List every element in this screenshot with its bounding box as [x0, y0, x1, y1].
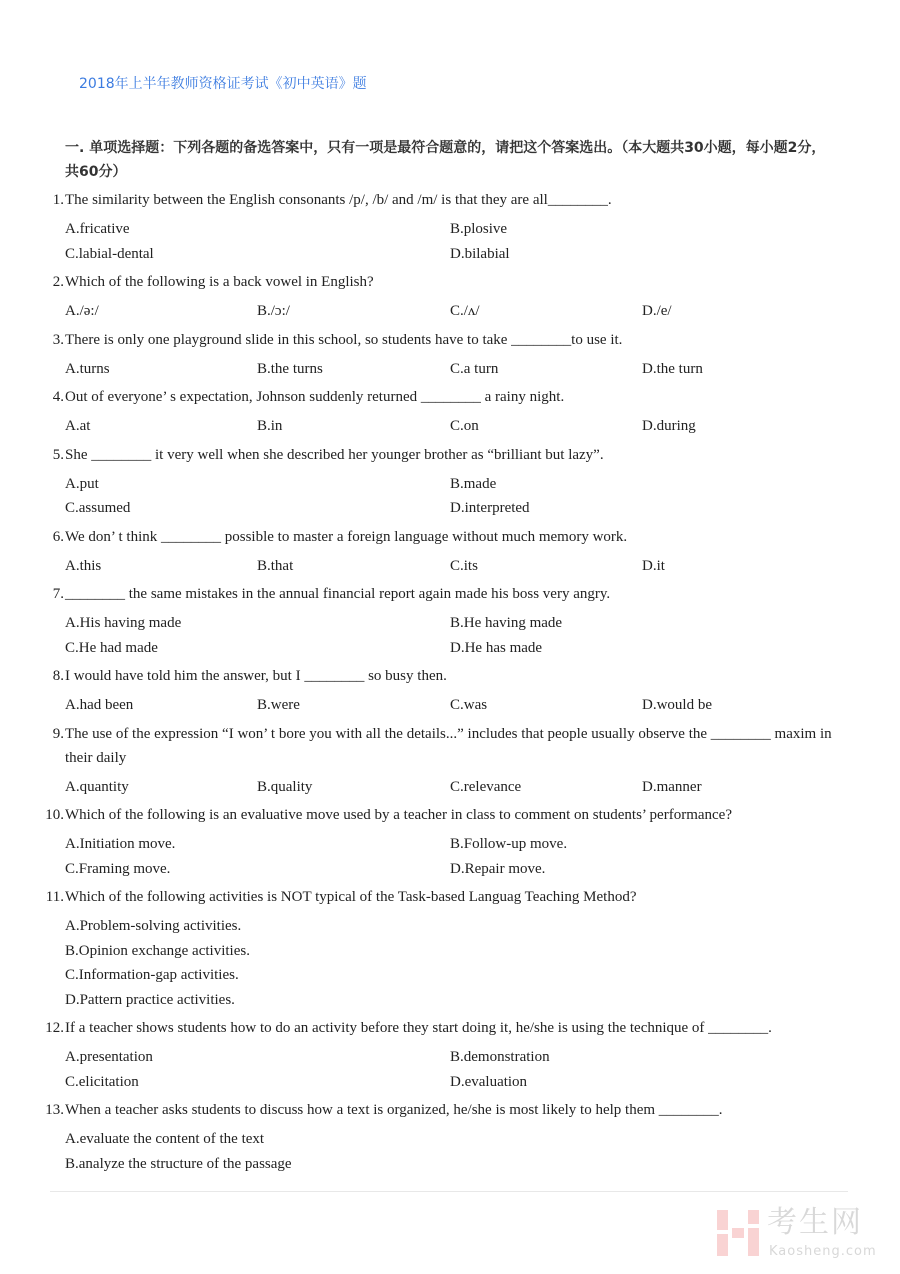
answer-option[interactable]: A.turns	[65, 360, 110, 377]
options-8	[0, 693, 900, 722]
answer-option[interactable]: D.He has made	[450, 639, 543, 656]
question-number: 5.	[52, 446, 64, 463]
answer-option[interactable]: B.Opinion exchange activities.	[65, 942, 250, 959]
answer-option[interactable]: B.He having made	[450, 615, 563, 631]
options-7	[0, 611, 900, 664]
question-text: If a teacher shows students how to do an activity before they start doing it, he/she is using the technique of ________.	[65, 1020, 772, 1036]
options-6	[0, 554, 900, 583]
answer-option[interactable]: B.demonstration	[450, 1049, 550, 1065]
answer-option[interactable]: B.quality	[257, 778, 313, 795]
answer-option[interactable]: A.this	[65, 557, 102, 574]
answer-option[interactable]: B./ɔ:/	[257, 303, 290, 319]
answer-option[interactable]: C.assumed	[65, 500, 131, 516]
logo-text-cn: 考生网	[767, 1205, 863, 1240]
answer-option[interactable]: A.evaluate the content of the text	[65, 1131, 265, 1147]
question-number: 1.	[52, 192, 64, 208]
section-header: 一. 单项选择题：下列各题的备选答案中，只有一项是最符合题意的，请把这个答案选出。（本大题共30小题，每小题2分，共60分）	[65, 140, 826, 180]
options-4	[0, 414, 900, 443]
answer-option[interactable]: A.Initiation move.	[65, 836, 176, 852]
question-number: 10.	[45, 807, 64, 823]
answer-option[interactable]: B.analyze the structure of the passage	[65, 1155, 292, 1172]
question-text: Out of everyone’ s expectation, Johnson suddenly returned ________ a rainy night.	[65, 389, 565, 405]
kaosheng-logo	[717, 1206, 887, 1266]
answer-option[interactable]: C./ʌ/	[450, 303, 480, 319]
options-12	[0, 1045, 900, 1098]
answer-option[interactable]: C.its	[450, 557, 478, 574]
answer-option[interactable]: C.on	[450, 418, 479, 434]
answer-option[interactable]: D.during	[642, 418, 696, 434]
answer-option[interactable]: D.Repair move.	[450, 860, 546, 877]
answer-option[interactable]: D.would be	[642, 697, 712, 713]
question-text: The similarity between the English consonants /p/, /b/ and /m/ is that they are all________.	[65, 192, 612, 208]
kaosheng-logo-icon	[717, 1210, 759, 1256]
answer-option[interactable]: A.fricative	[65, 221, 130, 237]
answer-option[interactable]: C.was	[450, 697, 488, 713]
answer-option[interactable]: B.made	[450, 475, 497, 492]
answer-option[interactable]: C.relevance	[450, 778, 522, 795]
question-3	[0, 328, 835, 357]
question-10	[0, 803, 835, 832]
question-number: 13.	[45, 1102, 64, 1118]
answer-option[interactable]: A./ə:/	[65, 303, 99, 319]
answer-option[interactable]: A.Problem-solving activities.	[65, 918, 242, 934]
question-number: 6.	[52, 528, 64, 545]
question-number: 7.	[52, 586, 64, 602]
answer-option[interactable]: A.quantity	[65, 778, 129, 795]
answer-option[interactable]: D.interpreted	[450, 500, 530, 516]
options-9	[0, 775, 900, 804]
answer-option[interactable]: C.labial-dental	[65, 245, 154, 262]
answer-option[interactable]: B.Follow-up move.	[450, 836, 568, 852]
answer-option[interactable]: D.it	[642, 557, 665, 574]
answer-option[interactable]: C.a turn	[450, 360, 499, 377]
answer-option[interactable]: A.presentation	[65, 1049, 153, 1065]
answer-option[interactable]: A.His having made	[65, 615, 182, 631]
answer-option[interactable]: D.bilabial	[450, 245, 510, 262]
options-10	[0, 832, 900, 885]
answer-option[interactable]: B.plosive	[450, 221, 508, 237]
options-1	[0, 217, 900, 270]
options-11	[0, 914, 900, 1016]
question-5	[0, 443, 835, 472]
question-2	[0, 270, 835, 299]
question-1	[0, 188, 835, 217]
document-body	[0, 136, 900, 1180]
question-text: Which of the following activities is NOT typical of the Task-based Languag Teaching Method?	[65, 889, 637, 905]
answer-option[interactable]: B.in	[257, 418, 283, 434]
question-number: 8.	[52, 668, 64, 684]
question-text: When a teacher asks students to discuss how a text is organized, he/she is most likely to help them ________.	[65, 1102, 723, 1118]
question-number: 9.	[52, 725, 64, 742]
logo-text-en: Kaosheng.com	[769, 1244, 877, 1259]
answer-option[interactable]: B.were	[257, 697, 300, 713]
answer-option[interactable]: C.Information-gap activities.	[65, 967, 239, 983]
answer-option[interactable]: C.He had made	[65, 639, 158, 656]
answer-option[interactable]: D.Pattern practice activities.	[65, 991, 235, 1008]
options-5	[0, 472, 900, 525]
answer-option[interactable]: D.manner	[642, 778, 702, 795]
question-number: 2.	[52, 274, 64, 290]
options-3	[0, 357, 900, 386]
question-6	[0, 525, 835, 554]
answer-option[interactable]: D.the turn	[642, 360, 703, 377]
answer-option[interactable]: A.put	[65, 475, 99, 492]
answer-option[interactable]: C.elicitation	[65, 1073, 139, 1090]
question-number: 11.	[45, 889, 64, 905]
answer-option[interactable]: B.that	[257, 557, 294, 574]
question-text: ________ the same mistakes in the annual financial report again made his boss very angry.	[65, 586, 611, 602]
question-12	[0, 1016, 835, 1045]
question-8	[0, 664, 835, 693]
answer-option[interactable]: D./e/	[642, 303, 672, 319]
question-text: She ________ it very well when she described her younger brother as “brilliant but lazy”.	[65, 446, 604, 463]
answer-option[interactable]: A.at	[65, 418, 91, 434]
options-2	[0, 299, 900, 328]
question-number: 12.	[45, 1020, 64, 1036]
question-text: There is only one playground slide in this school, so students have to take ________to use it.	[65, 331, 623, 348]
footer-divider	[50, 1191, 848, 1192]
question-list	[0, 188, 900, 1180]
question-13	[0, 1098, 835, 1127]
options-13	[0, 1127, 900, 1180]
question-text: Which of the following is an evaluative move used by a teacher in class to comment on students’ performance?	[65, 807, 733, 823]
answer-option[interactable]: C.Framing move.	[65, 860, 171, 877]
answer-option[interactable]: D.evaluation	[450, 1073, 528, 1090]
question-number: 3.	[52, 331, 64, 348]
question-text: The use of the expression “I won’ t bore you with all the details...” includes that people usually observe the ________ maxim in their daily	[65, 725, 832, 766]
question-7	[0, 582, 835, 611]
question-4	[0, 385, 835, 414]
question-text: Which of the following is a back vowel in English?	[65, 274, 374, 290]
question-text: I would have told him the answer, but I ________ so busy then.	[65, 668, 447, 684]
question-text: We don’ t think ________ possible to master a foreign language without much memory work.	[65, 528, 628, 545]
question-9	[0, 722, 835, 775]
question-11	[0, 885, 835, 914]
answer-option[interactable]: A.had been	[65, 697, 134, 713]
document-title: 2018年上半年教师资格证考试《初中英语》题	[79, 76, 367, 92]
question-number: 4.	[52, 389, 64, 405]
answer-option[interactable]: B.the turns	[257, 360, 323, 377]
